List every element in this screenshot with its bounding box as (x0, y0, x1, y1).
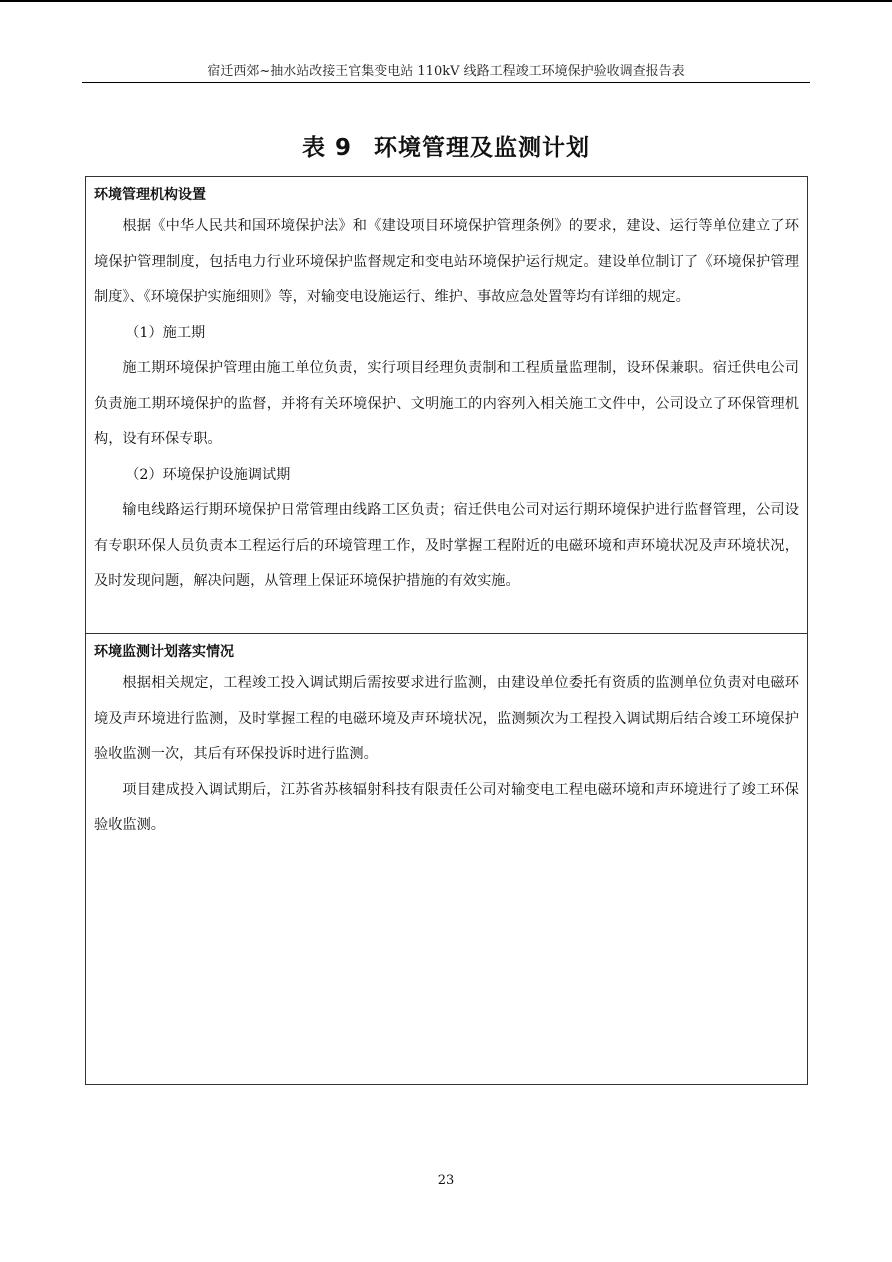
table-title-text: 环境管理及监测计划 (374, 135, 590, 161)
paragraph: 项目建成投入调试期后，江苏省苏核辐射科技有限责任公司对输变电工程电磁环境和声环境进行了竣工环保验收监测。 (94, 781, 799, 833)
subheading-construction: （1）施工期 (125, 324, 206, 341)
paragraph: 施工期环境保护管理由施工单位负责，实行项目经理负责制和工程质量监理制，设环保兼职。宿迁供电公司负责施工期环境保护的监督，并将有关环境保护、文明施工的内容列入相关施工文件中，公司设立了环保管理机构，设有环保专职。 (94, 360, 799, 447)
table-number: 表 9 (301, 135, 352, 161)
table-title (0, 132, 892, 164)
section-management-setup (86, 177, 807, 634)
top-border-line (0, 0, 892, 2)
content-table (85, 176, 808, 1085)
page-number: 23 (437, 1173, 455, 1188)
section-heading: 环境监测计划落实情况 (94, 644, 234, 660)
paragraph: 根据《中华人民共和国环境保护法》和《建设项目环境保护管理条例》的要求，建设、运行等单位建立了环境保护管理制度，包括电力行业环境保护监督规定和变电站环境保护运行规定。建设单位制订了《环境保护管理制度》、《环境保护实施细则》等，对输变电设施运行、维护、事故应急处置等均有详细的规定。 (94, 218, 799, 305)
header-rule (82, 82, 810, 83)
running-header: 宿迁西郊~抽水站改接王官集变电站 110kV 线路工程竣工环境保护验收调查报告表 (207, 64, 685, 79)
section-heading: 环境管理机构设置 (94, 187, 206, 203)
section-monitoring-plan (86, 634, 807, 1084)
paragraph: 根据相关规定，工程竣工投入调试期后需按要求进行监测，由建设单位委托有资质的监测单位负责对电磁环境及声环境进行监测，及时掌握工程的电磁环境及声环境状况，监测频次为工程投入调试期后结合竣工环境保护验收监测一次，其后有环保投诉时进行监测。 (94, 675, 799, 762)
subheading-debugging: （2）环境保护设施调试期 (125, 466, 291, 483)
paragraph: 输电线路运行期环境保护日常管理由线路工区负责；宿迁供电公司对运行期环境保护进行监督管理，公司设有专职环保人员负责本工程运行后的环境管理工作，及时掌握工程附近的电磁环境和声环境状况及声环境状况，及时发现问题，解决问题，从管理上保证环境保护措施的有效实施。 (94, 502, 799, 589)
